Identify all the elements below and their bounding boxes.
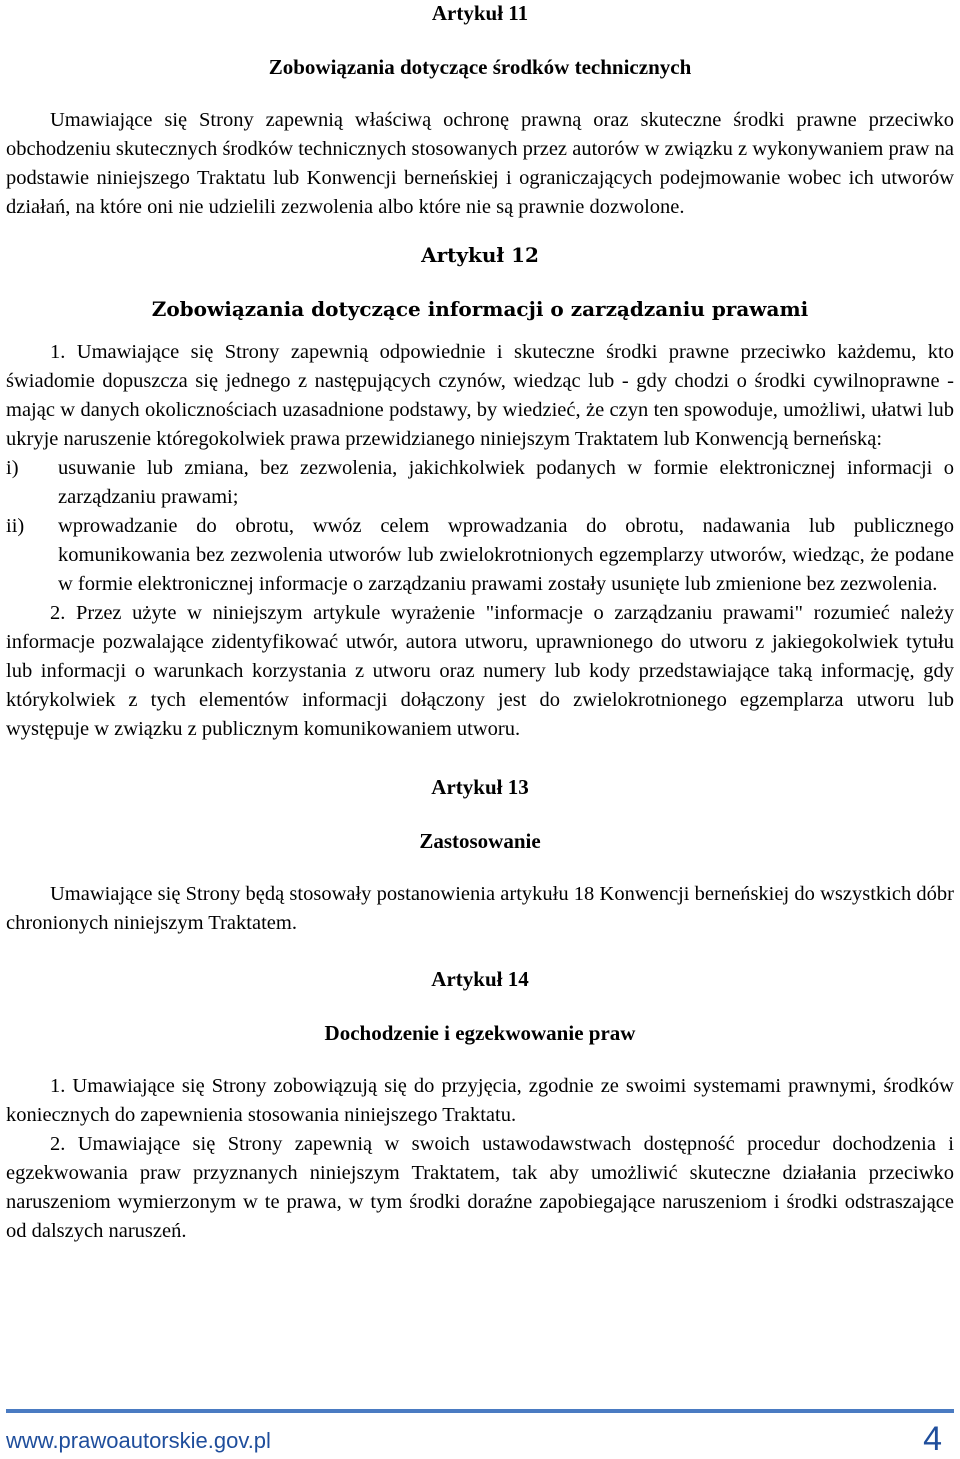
article-11-title: Zobowiązania dotyczące środków technicznych: [268, 55, 692, 79]
list-item: [6, 454, 954, 512]
article-14-paragraph-2: 2. Umawiające się Strony zapewnią w swoich ustawodawstwach dostępność procedur dochodzenia i egzekwowania praw przyznanych niniejszym Traktatem, tak aby umożliwić skuteczne działania przeciwko naruszeniom wymierzonym w te prawa, w tym środki doraźne zapobiegające naruszeniom i środki odstraszające od dalszych naruszeń.: [6, 1133, 954, 1242]
list-item-number: i): [6, 457, 19, 479]
article-12-paragraph-2: 2. Przez użyte w niniejszym artykule wyrażenie "informacje o zarządzaniu prawami" rozumieć należy informacje pozwalające zidentyfikować utwór, autora utworu, uprawnionego do utworu z jakiegokolwiek tytułu lub informacji o warunkach korzystania z utworu oraz numery lub kody przedstawiające taką informację, gdy którykolwiek z tych elementów informacji dołączony jest do zwielokrotnionego egzemplarza utworu lub występuje w związku z publicznym komunikowaniem utworu.: [6, 602, 954, 740]
article-13-title: Zastosowanie: [419, 829, 541, 853]
article-11-text: Umawiające się Strony zapewnią właściwą ochronę prawną oraz skuteczne środki prawne przeciwko obchodzeniu skutecznych środków technicznych stosowanych przez autorów w związku z wykonywaniem praw na podstawie niniejszego Traktatu lub Konwencji berneńskiej i ograniczających podejmowanie wobec ich utworów działań, na które oni nie udzielili zezwolenia albo które nie są prawnie dozwolone.: [6, 109, 954, 218]
list-item-text: usuwanie lub zmiana, bez zezwolenia, jakichkolwiek podanych w formie elektronicznej informacji o zarządzaniu prawami;: [58, 457, 954, 508]
footer-divider: [6, 1409, 954, 1413]
article-14-heading: Artykuł 14: [431, 967, 529, 991]
article-12-list: [6, 454, 954, 599]
list-item-number: ii): [6, 515, 25, 537]
article-11-heading: Artykuł 11: [431, 1, 529, 25]
page-number: 4: [923, 1420, 942, 1458]
article-14-paragraph-1: 1. Umawiające się Strony zobowiązują się do przyjęcia, zgodnie ze swoimi systemami prawnymi, środków koniecznych do zapewnienia stosowania niniejszego Traktatu.: [6, 1075, 954, 1126]
list-item-text: wprowadzanie do obrotu, wwóz celem wprowadzania do obrotu, nadawania lub publicznego komunikowania bez zezwolenia utworów lub zwielokrotnionych egzemplarzy utworów, wiedząc, że podane w formie elektronicznej informacje o zarządzaniu prawami zostały usunięte lub zmienione bez zezwolenia.: [58, 515, 954, 595]
document-page: [6, 0, 954, 1246]
list-item: [6, 512, 954, 599]
article-12-paragraph-1: 1. Umawiające się Strony zapewnią odpowiednie i skuteczne środki prawne przeciwko każdemu, kto świadomie dopuszcza się jednego z następujących czynów, wiedząc lub - gdy chodzi o środki cywilnoprawne - mając w danych okolicznościach uzasadnione podstawy, by wiedzieć, że czyn ten spowoduje, umożliwi, ułatwi lub ukryje naruszenie któregokolwiek prawa przewidzianego niniejszym Traktatem lub Konwencją berneńską:: [6, 341, 954, 450]
article-13-heading: Artykuł 13: [431, 775, 529, 799]
footer-website-link[interactable]: www.prawoautorskie.gov.pl: [6, 1428, 271, 1453]
article-13-text: Umawiające się Strony będą stosowały postanowienia artykułu 18 Konwencji berneńskiej do wszystkich dóbr chronionych niniejszym Traktatem.: [6, 883, 954, 934]
article-14-title: Dochodzenie i egzekwowanie praw: [324, 1021, 636, 1045]
article-12-title: Zobowiązania dotyczące informacji o zarządzaniu prawami: [151, 297, 809, 321]
article-12-heading: Artykuł 12: [421, 243, 539, 267]
